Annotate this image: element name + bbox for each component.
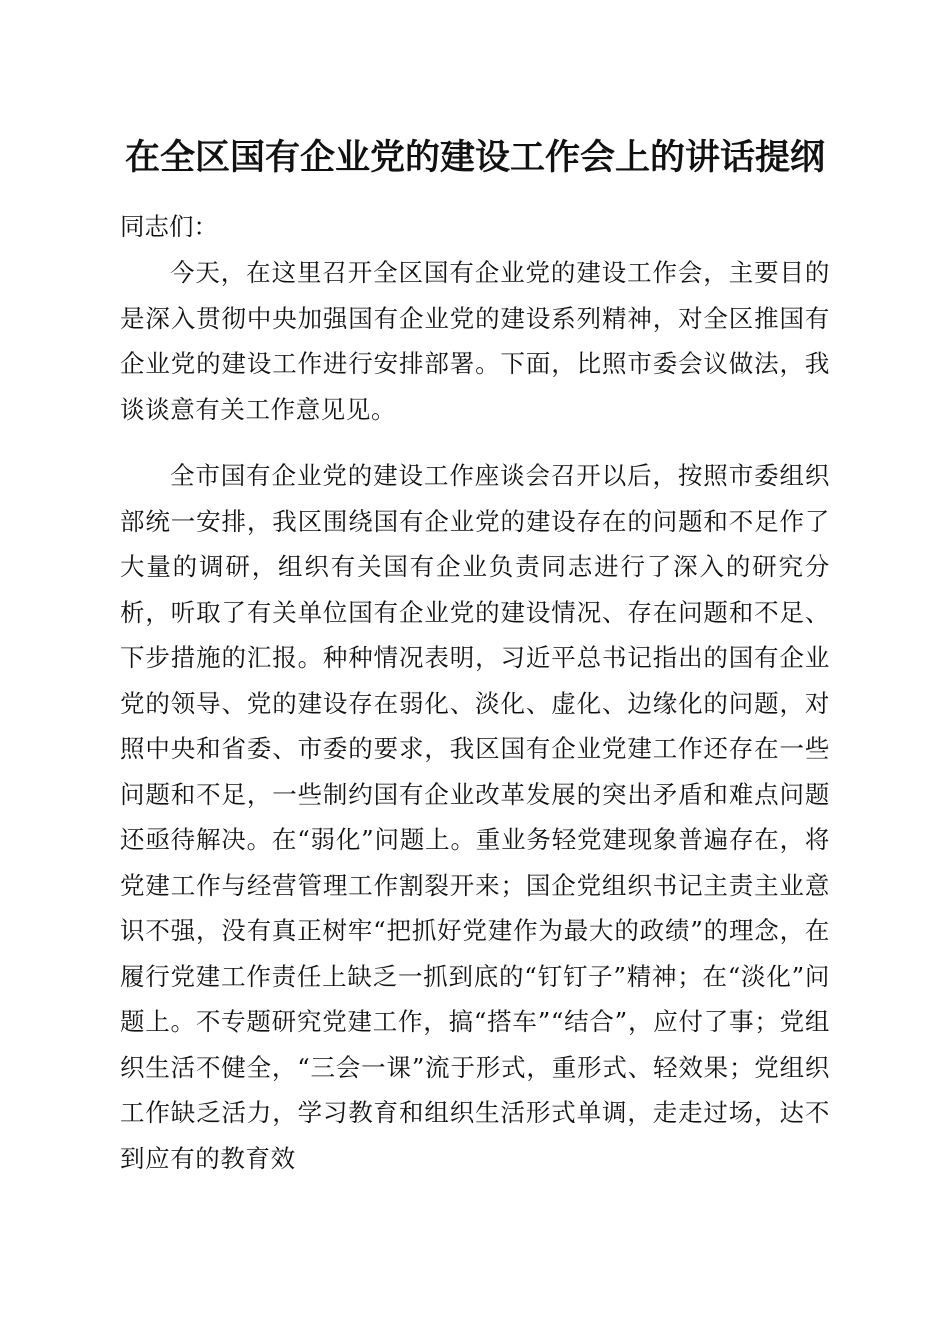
paragraph-1: 今天，在这里召开全区国有企业党的建设工作会，主要目的是深入贯彻中央加强国有企业党的建设系列精神，对全区推国有企业党的建设工作进行安排部署。下面，比照市委会议做法，我谈谈意有关工作意见见。 [120,258,830,424]
salutation: 同志们： [120,212,218,241]
document-title: 在全区国有企业党的建设工作会上的讲话提纲 [124,137,825,178]
paragraph-2: 全市国有企业党的建设工作座谈会召开以后，按照市委组织部统一安排，我区围绕国有企业党的建设存在的问题和不足作了大量的调研，组织有关国有企业负责同志进行了深入的研究分析，听取了有关单位国有企业党的建设情况、存在问题和不足、下步措施的汇报。种种情况表明，习近平总书记指出的国有企业党的领导、党的建设存在弱化、淡化、虚化、边缘化的问题，对照中央和省委、市委的要求，我区国有企业党建工作还存在一些问题和不足，一些制约国有企业改革发展的突出矛盾和难点问题还亟待解决。在“弱化”问题上。重业务轻党建现象普遍存在，将党建工作与经营管理工作割裂开来；国企党组织书记主责主业意识不强，没有真正树牢“把抓好党建作为最大的政绩”的理念，在履行党建工作责任上缺乏一抓到底的“钉钉子”精神；在“淡化”问题上。不专题研究党建工作，搞“搭车”“结合”，应付了事；党组织生活不健全，“三会一课”流于形式，重形式、轻效果；党组织工作缺乏活力，学习教育和组织生活形式单调，走走过场，达不到应有的教育效 [120,461,830,1173]
